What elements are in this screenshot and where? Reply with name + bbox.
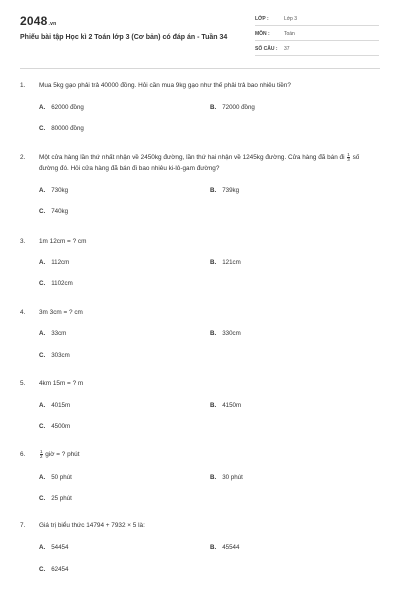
meta-count-label: SỐ CÂU : bbox=[255, 46, 278, 52]
question-text: 4km 15m = ? m bbox=[39, 380, 84, 387]
meta-count-row bbox=[255, 44, 379, 56]
worksheet-header bbox=[0, 0, 400, 70]
question-8 bbox=[20, 590, 380, 600]
logo-suffix: .vn bbox=[48, 21, 57, 27]
option-c[interactable]: C. 4500m bbox=[39, 423, 71, 430]
meta-subject-label: MÔN : bbox=[255, 31, 270, 37]
option-a[interactable]: A. 54454 bbox=[39, 544, 69, 551]
question-number: 7. bbox=[20, 522, 26, 529]
option-a[interactable]: A. 62000 đồng bbox=[39, 104, 84, 111]
option-a[interactable]: A. 730kg bbox=[39, 187, 69, 194]
question-text: 3m 3cm = ? cm bbox=[39, 309, 83, 316]
logo-text: 2048 bbox=[20, 14, 48, 28]
option-c[interactable]: C. 1102cm bbox=[39, 280, 73, 287]
meta-class-value: Lớp 3 bbox=[284, 16, 298, 22]
meta-count-value: 37 bbox=[284, 46, 290, 52]
question-number: 3. bbox=[20, 238, 26, 245]
question-number: 6. bbox=[20, 451, 26, 458]
fraction: $\frac{1}{3}$ bbox=[347, 151, 350, 162]
option-c[interactable]: C. 740kg bbox=[39, 208, 69, 215]
question-number: 1. bbox=[20, 82, 26, 89]
option-b[interactable]: B. 121cm bbox=[210, 259, 241, 266]
option-b[interactable]: B. 4150m bbox=[210, 402, 242, 409]
question-number: 4. bbox=[20, 309, 26, 316]
question-number: 5. bbox=[20, 380, 26, 387]
question-number: 2. bbox=[20, 154, 26, 161]
option-b[interactable]: B. 330cm bbox=[210, 330, 241, 337]
option-a[interactable]: A. 112cm bbox=[39, 259, 70, 266]
question-text: Mua 5kg gạo phải trả 40000 đồng. Hỏi cần mua 9kg gạo như thế phải trả bao nhiêu tiền? bbox=[39, 82, 291, 89]
option-c[interactable]: C. 303cm bbox=[39, 352, 70, 359]
option-a[interactable]: A. 4015m bbox=[39, 402, 71, 409]
question-text: Giá trị biểu thức 14794 + 7932 × 5 là: bbox=[39, 522, 145, 529]
option-b[interactable]: B. 739kg bbox=[210, 187, 240, 194]
option-a[interactable]: A. 33cm bbox=[39, 330, 67, 337]
header-divider bbox=[20, 68, 380, 69]
option-b[interactable]: B. 30 phút bbox=[210, 474, 243, 481]
meta-class-label: LỚP : bbox=[255, 16, 269, 22]
meta-subject-value: Toán bbox=[284, 31, 295, 37]
question-text: $\frac{1}{2}$ giờ = ? phút bbox=[40, 448, 80, 459]
option-b[interactable]: B. 72000 đồng bbox=[210, 104, 255, 111]
option-c[interactable]: C. 62454 bbox=[39, 566, 69, 573]
option-b[interactable]: B. 45544 bbox=[210, 544, 240, 551]
fraction: $\frac{1}{2}$ bbox=[40, 448, 43, 459]
question-text: 1m 12cm = ? cm bbox=[39, 238, 87, 245]
option-c[interactable]: C. 80000 đồng bbox=[39, 125, 84, 132]
worksheet-title: Phiếu bài tập Học kì 2 Toán lớp 3 (Cơ bản) có đáp án - Tuần 34 bbox=[20, 34, 228, 41]
site-logo[interactable] bbox=[20, 14, 56, 28]
meta-subject-row bbox=[255, 29, 379, 41]
option-a[interactable]: A. 50 phút bbox=[39, 474, 72, 481]
option-c[interactable]: C. 25 phút bbox=[39, 495, 72, 502]
meta-class-row bbox=[255, 14, 379, 26]
question-text: Một cửa hàng lần thứ nhất nhận về 2450kg đường, lần thứ hai nhận về 1245kg đường. Cửa hàng đã bán đi $\frac{1}{3}$ số đường đó. Hỏi cửa hàng đã bán đi bao nhiêu ki-lô-gam đường? bbox=[39, 151, 360, 172]
